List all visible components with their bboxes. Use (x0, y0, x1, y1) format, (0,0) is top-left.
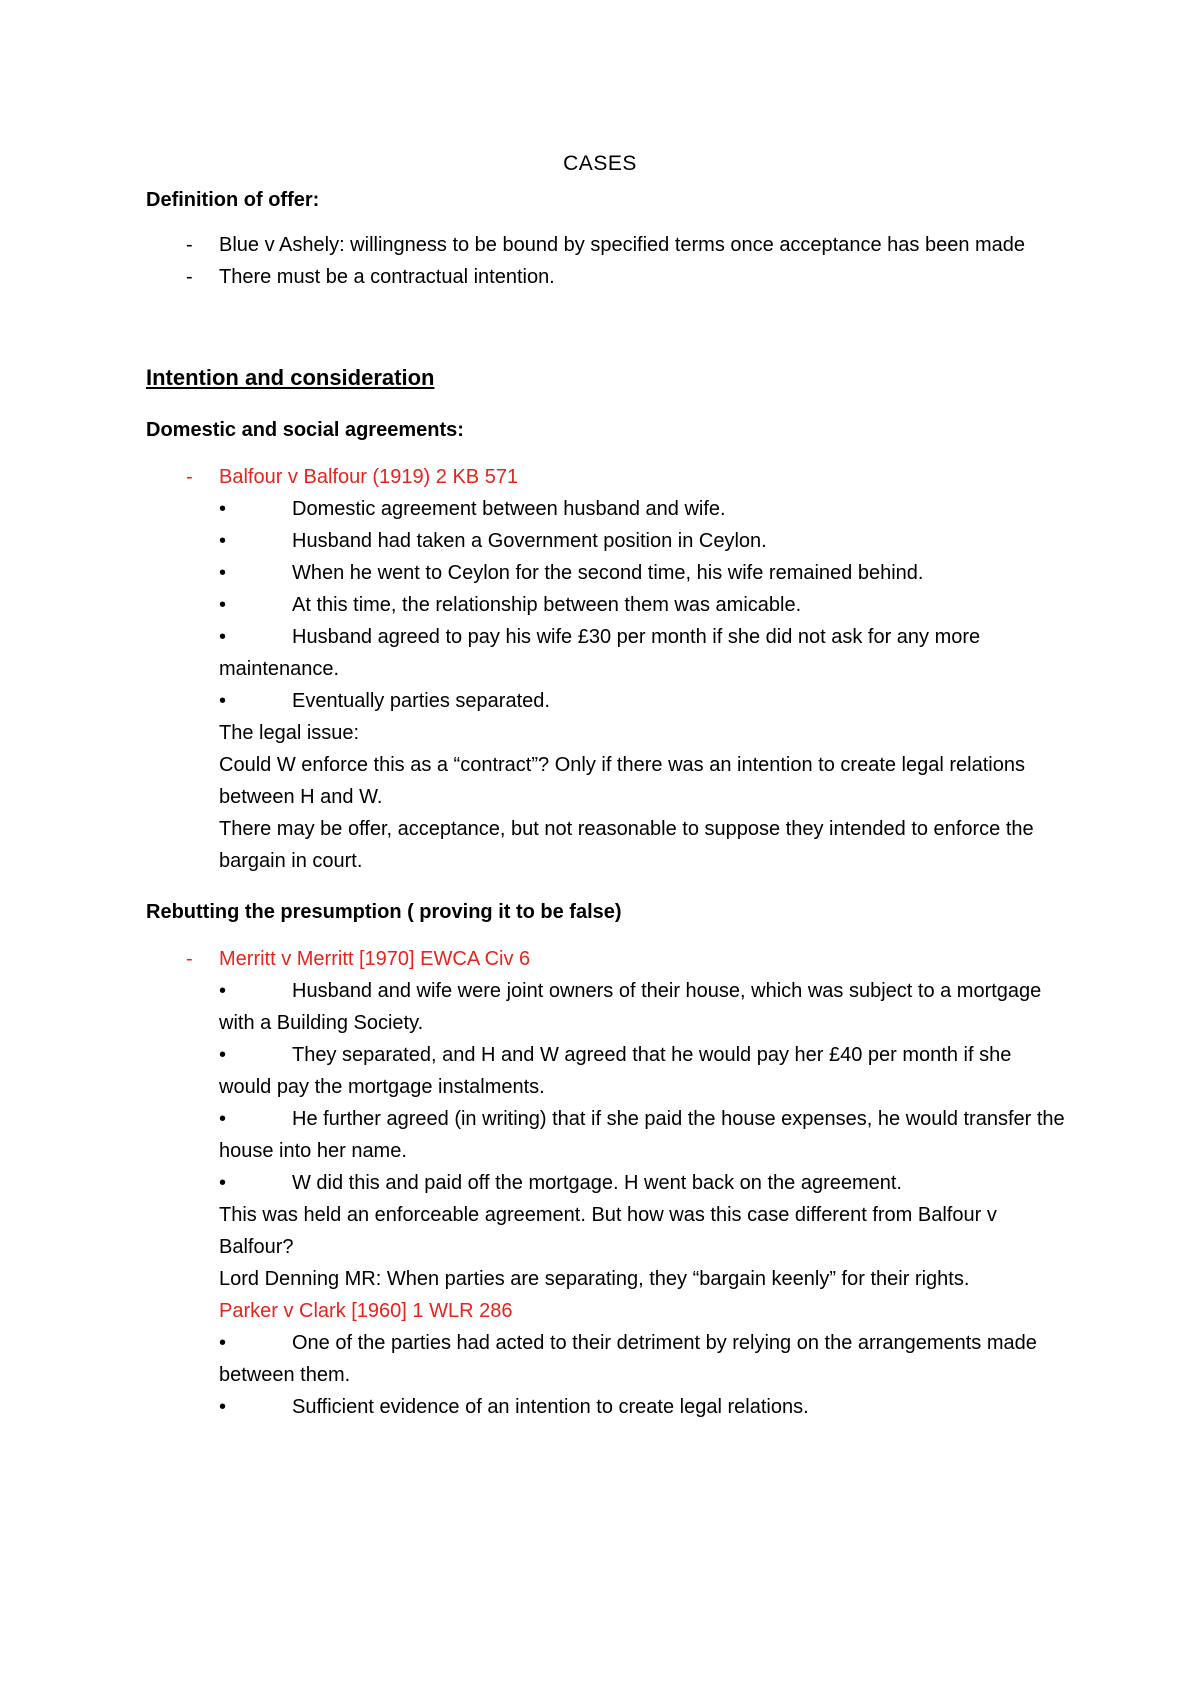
definition-section (146, 184, 1066, 293)
dash-marker: - (186, 266, 193, 288)
bullet-marker: • (219, 1108, 227, 1130)
bullet-item: • They separated, and H and W agreed that he would pay her £40 per month if she would pay the mortgage instalments. (146, 1039, 1066, 1103)
bullet-item: • Domestic agreement between husband and wife. (146, 493, 1066, 525)
legal-issue-text-1: Could W enforce this as a “contract”? Only if there was an intention to create legal relations between H and W. (219, 754, 1025, 808)
list-item (146, 229, 1066, 261)
bullet-item: • He further agreed (in writing) that if she paid the house expenses, he would transfer the house into her name. (146, 1103, 1066, 1167)
rebutting-heading: Rebutting the presumption ( proving it to be false) (146, 901, 622, 923)
domestic-section (146, 414, 1066, 877)
definition-item-2: There must be a contractual intention. (219, 266, 555, 288)
section-heading-block (146, 362, 1066, 395)
rebutting-section (146, 896, 1066, 1423)
bullet-item: • Husband agreed to pay his wife £30 per month if she did not ask for any more maintenance. (146, 621, 1066, 685)
page-title: CASES (563, 152, 637, 175)
bullet-marker: • (219, 1044, 227, 1066)
bullet-marker: • (219, 562, 227, 584)
rebutting-text-1: This was held an enforceable agreement. But how was this case different from Balfour v Balfour? (219, 1204, 997, 1258)
bullet-marker: • (219, 1332, 227, 1354)
bullet-item: • When he went to Ceylon for the second time, his wife remained behind. (146, 557, 1066, 589)
bullet-marker: • (219, 594, 227, 616)
list-item (146, 461, 1066, 493)
definition-item-1: Blue v Ashely: willingness to be bound by specified terms once acceptance has been made (219, 234, 1026, 256)
bullet-item: • At this time, the relationship between them was amicable. (146, 589, 1066, 621)
bullet-item: • One of the parties had acted to their detriment by relying on the arrangements made between them. (146, 1327, 1066, 1391)
bullet-item: • Sufficient evidence of an intention to create legal relations. (146, 1391, 1066, 1423)
section-heading: Intention and consideration (146, 365, 435, 390)
bullet-marker: • (219, 1396, 227, 1418)
bullet-item: • Husband had taken a Government position in Ceylon. (146, 525, 1066, 557)
bullet-marker: • (219, 690, 227, 712)
bullet-marker: • (219, 1172, 227, 1194)
bullet-marker: • (219, 626, 227, 648)
domestic-heading: Domestic and social agreements: (146, 419, 464, 441)
list-item (146, 261, 1066, 293)
case-parker: Parker v Clark [1960] 1 WLR 286 (219, 1300, 513, 1322)
dash-marker: - (186, 466, 193, 488)
legal-issue-label: The legal issue: (219, 722, 360, 744)
dash-marker: - (186, 234, 193, 256)
bullet-marker: • (219, 980, 227, 1002)
definition-heading: Definition of offer: (146, 189, 320, 211)
list-item (146, 943, 1066, 975)
case-merritt: Merritt v Merritt [1970] EWCA Civ 6 (219, 948, 531, 970)
bullet-marker: • (219, 498, 227, 520)
case-balfour: Balfour v Balfour (1919) 2 KB 571 (219, 466, 519, 488)
bullet-marker: • (219, 530, 227, 552)
dash-marker: - (186, 948, 193, 970)
bullet-item: • Eventually parties separated. (146, 685, 1066, 717)
bullet-item: • W did this and paid off the mortgage. H went back on the agreement. (146, 1167, 1066, 1199)
bullet-item: • Husband and wife were joint owners of their house, which was subject to a mortgage with a Building Society. (146, 975, 1066, 1039)
rebutting-text-2: Lord Denning MR: When parties are separating, they “bargain keenly” for their rights. (219, 1268, 970, 1290)
legal-issue-text-2: There may be offer, acceptance, but not reasonable to suppose they intended to enforce the bargain in court. (219, 818, 1034, 872)
